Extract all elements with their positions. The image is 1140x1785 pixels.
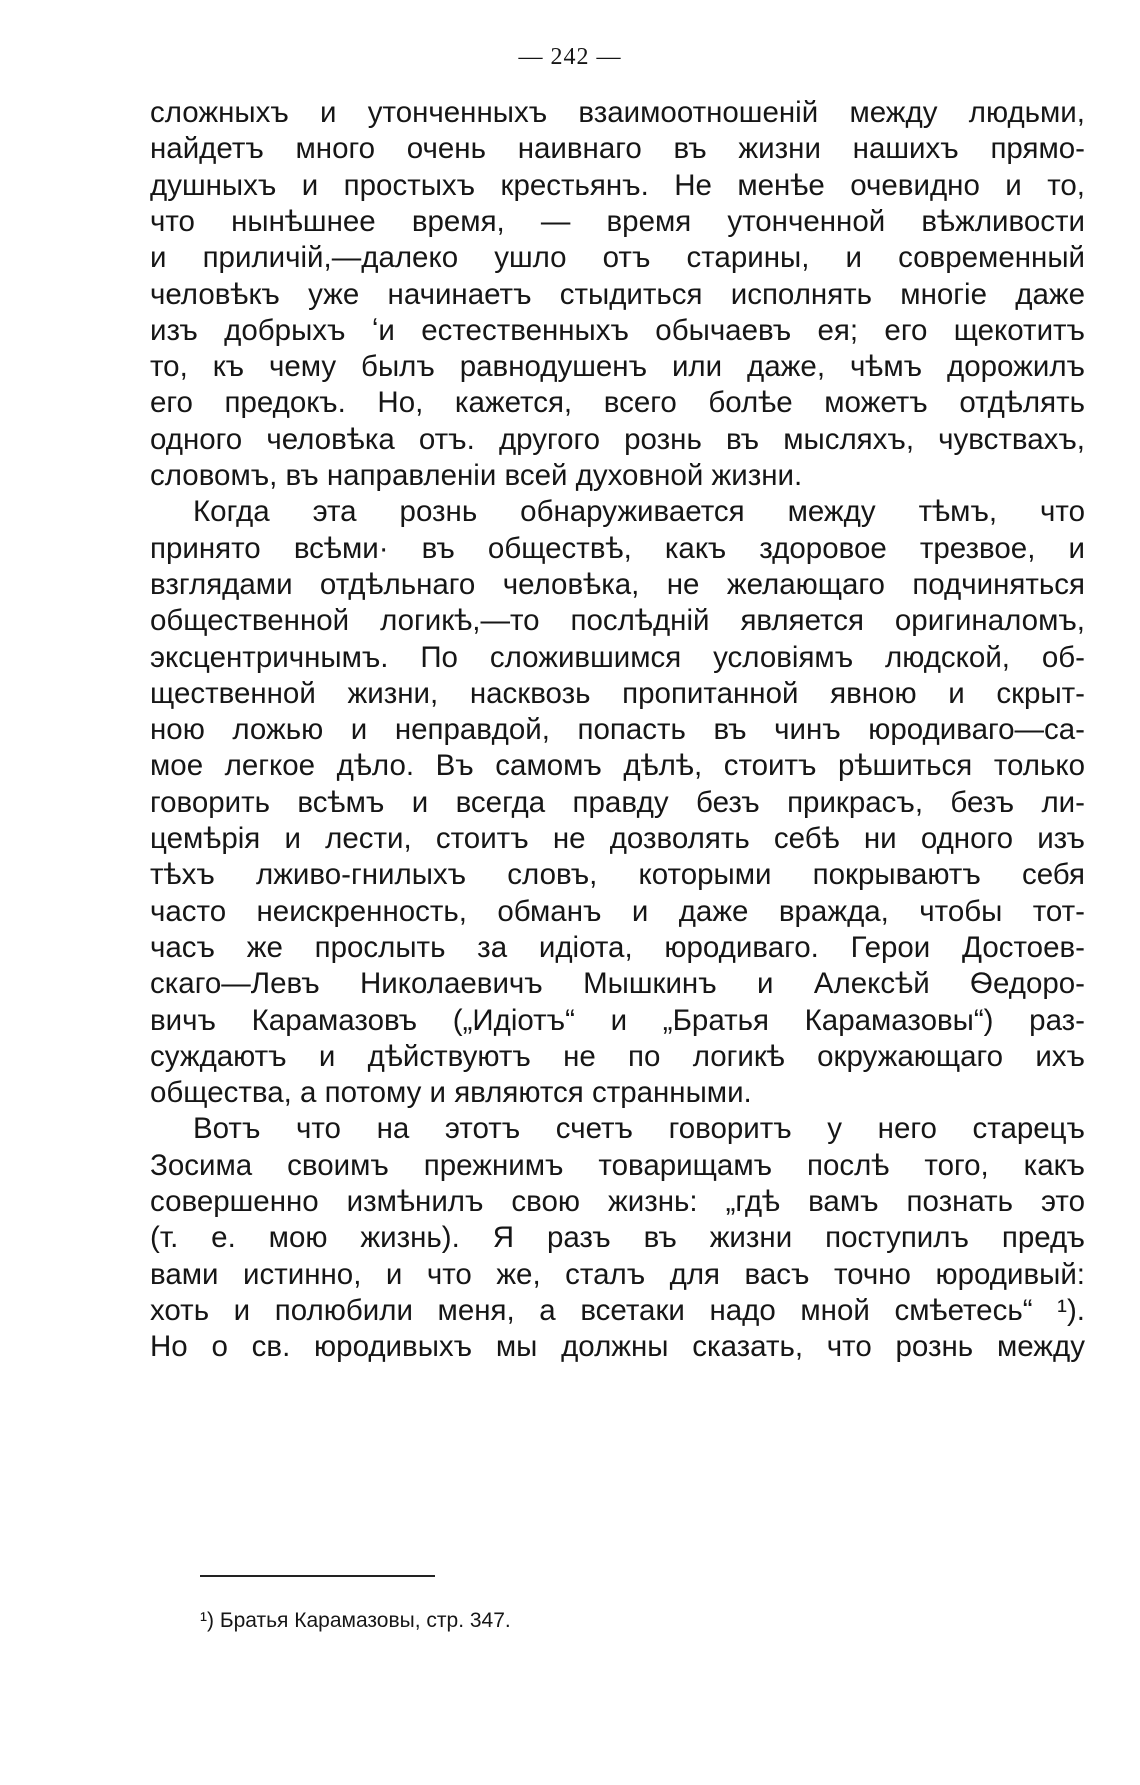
text-line: эксцентричнымъ. По сложившимся условiямъ людской, об-: [150, 640, 1085, 674]
text-line: мое легкое дѣло. Въ самомъ дѣлѣ, стоитъ рѣшиться только: [150, 749, 1085, 783]
text-line: говорить всѣмъ и всегда правду безъ прикрасъ, безъ ли-: [150, 785, 1085, 819]
text-line: ною ложью и неправдой, попасть въ чинъ юродиваго—са-: [150, 713, 1085, 747]
text-line: щественной жизни, насквозь пропитанной явною и скрыт-: [150, 676, 1085, 710]
text-line: одного человѣка отъ. другого рознь въ мысляхъ, чувствахъ,: [150, 422, 1085, 456]
text-line: Вотъ что на этотъ счетъ говоритъ у него старецъ: [193, 1112, 1085, 1146]
text-line: то, къ чему былъ равнодушенъ или даже, чѣмъ дорожилъ: [150, 350, 1085, 384]
text-line: общества, а потому и являются странными.: [150, 1076, 752, 1110]
text-line: общественной логикѣ,—то послѣднiй является оригиналомъ,: [150, 604, 1085, 638]
text-line: сложныхъ и утонченныхъ взаимоотношенiй между людьми,: [150, 96, 1085, 129]
footnote: ¹) Братья Карамазовы, стр. 347.: [200, 1609, 511, 1632]
text-line: изъ добрыхъ ʻи естественныхъ обычаевъ ея; его щекотитъ: [150, 313, 1085, 347]
text-line: и приличiй,—далеко ушло отъ старины, и современный: [150, 241, 1085, 275]
text-line: (т. е. мою жизнь). Я разъ въ жизни поступилъ предъ: [150, 1221, 1085, 1255]
text-line: совершенно измѣнилъ свою жизнь: „гдѣ вамъ познать это: [150, 1185, 1085, 1218]
text-line: хоть и полюбили меня, а всетаки надо мной смѣетесь“ ¹).: [150, 1293, 1085, 1327]
footnote-separator: [200, 1575, 435, 1577]
text-line: вами истинно, и что же, сталъ для васъ точно юродивый:: [150, 1257, 1085, 1291]
text-line: что нынѣшнее время, — время утонченной вѣжливости: [150, 204, 1085, 238]
text-line: вичъ Карамазовъ („Идiотъ“ и „Братья Карамазовы“) раз-: [150, 1003, 1085, 1037]
text-line: часъ же прослыть за идiота, юродиваго. Герои Достоев-: [150, 930, 1085, 964]
page-number: — 242 —: [518, 44, 622, 70]
text-line: Зосима своимъ прежнимъ товарищамъ послѣ того, какъ: [150, 1148, 1085, 1182]
text-line: словомъ, въ направленiи всей духовной жизни.: [150, 459, 803, 492]
text-line: принято всѣми· въ обществѣ, какъ здоровое трезвое, и: [150, 531, 1085, 565]
text-line: найдетъ много очень наивнаго въ жизни нашихъ прямо-: [150, 132, 1085, 166]
text-line: душныхъ и простыхъ крестьянъ. Не менѣе очевидно и то,: [150, 168, 1085, 202]
text-line: его предокъ. Но, кажется, всего болѣе можетъ отдѣлять: [150, 386, 1085, 420]
text-line: цемѣрiя и лести, стоитъ не дозволять себѣ ни одного изъ: [150, 822, 1085, 855]
text-line: Но о св. юродивыхъ мы должны сказать, что рознь между: [150, 1330, 1085, 1364]
text-line: Когда эта рознь обнаруживается между тѣмъ, что: [193, 495, 1085, 529]
text-line: скаго—Левъ Николаевичъ Мышкинъ и Алексѣй Ѳедоро-: [150, 967, 1085, 1001]
text-line: тѣхъ лживо-гнилыхъ словъ, которыми покрываютъ себя: [150, 858, 1085, 892]
text-line: часто неискренность, обманъ и даже вражда, чтобы тот-: [150, 894, 1085, 928]
text-line: суждаютъ и дѣйствуютъ не по логикѣ окружающаго ихъ: [150, 1039, 1085, 1073]
text-line: человѣкъ уже начинаетъ стыдиться исполнять многiе даже: [150, 277, 1085, 311]
text-line: взглядами отдѣльнаго человѣка, не желающаго подчиняться: [150, 567, 1085, 601]
